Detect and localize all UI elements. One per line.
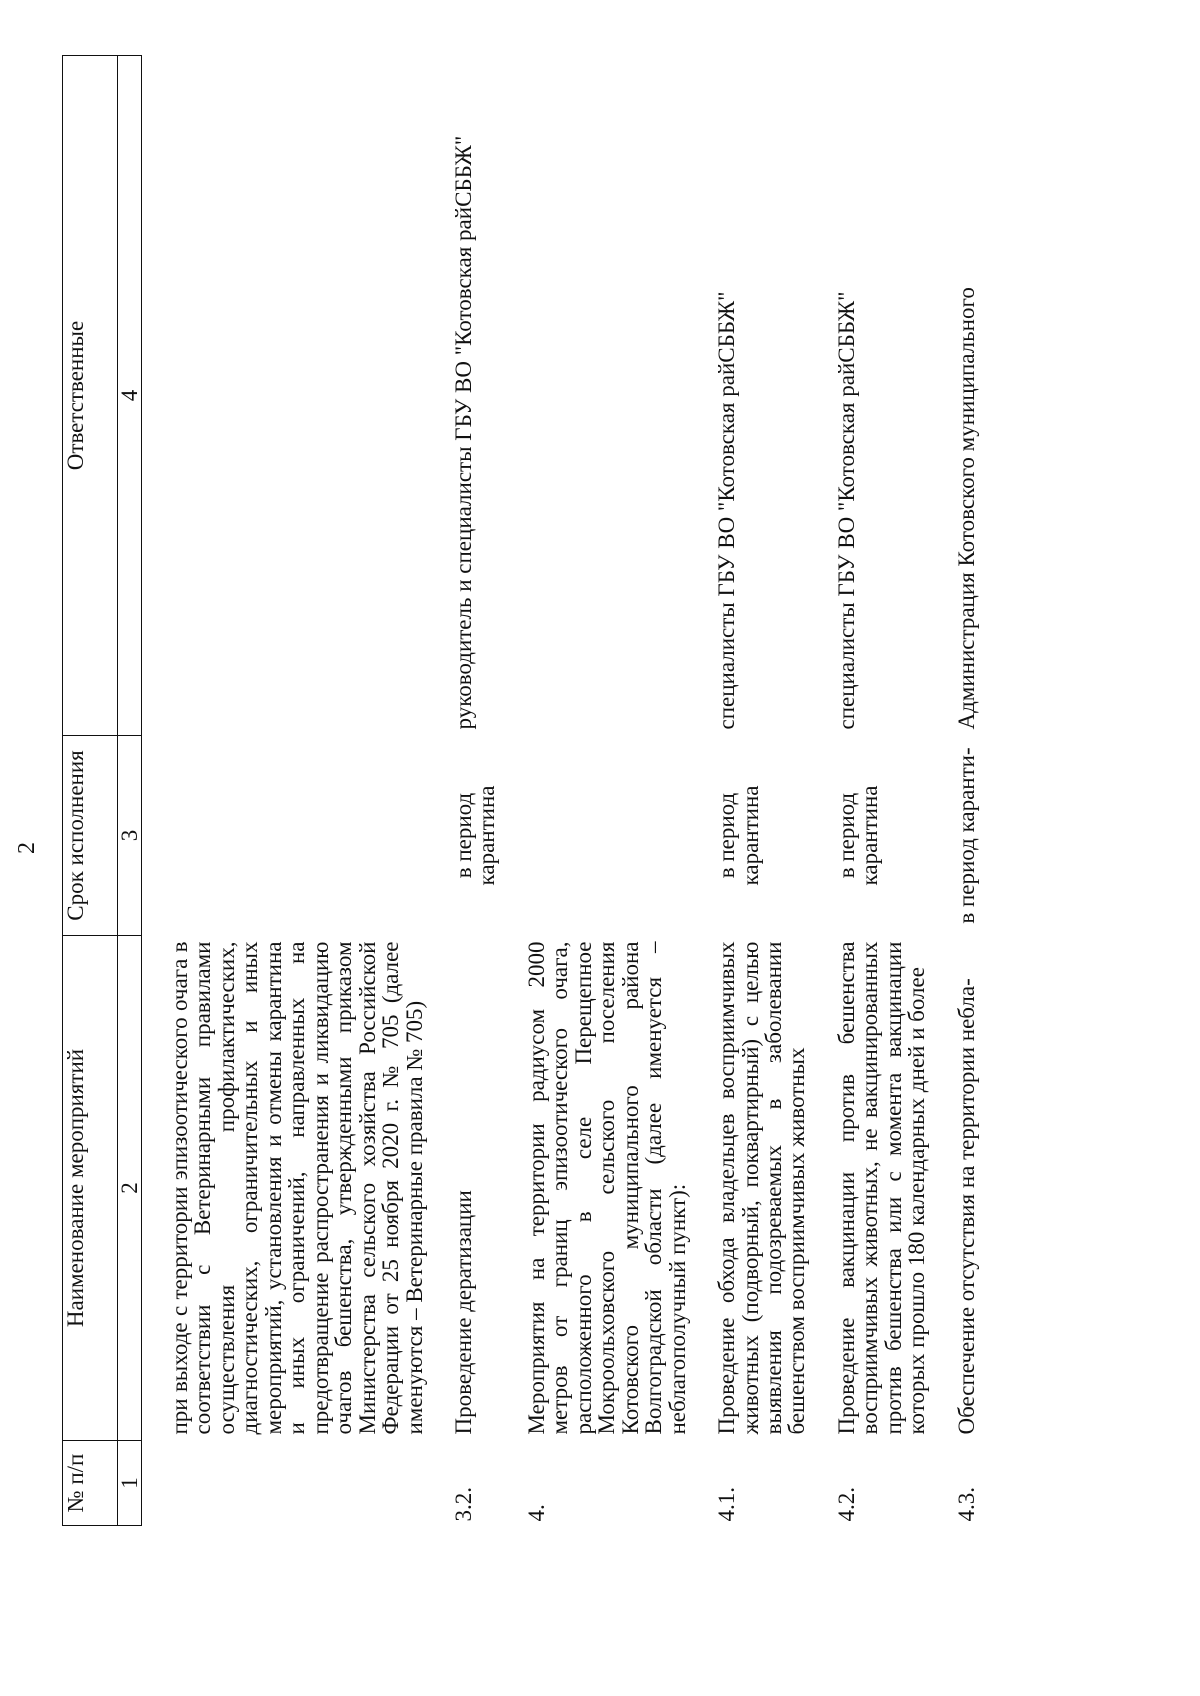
table-row (955, 56, 978, 1526)
column-number-3: 3 (118, 736, 142, 936)
column-number-1: 1 (118, 1441, 142, 1526)
row-measure: Проведение вакцинации против бешенства восприимчивых животных, не вакцинированных против бешенства или с момента вакцинации которых прошло 180 календарных дней и более (833, 941, 930, 1435)
column-number-4: 4 (118, 56, 142, 736)
header-term: Срок исполнения (63, 736, 118, 936)
row-measure: Проведение обхода владельцев восприимчивых животных (подворный, поквартирный) с целью выявления подозреваемых в заболевании бешенством восприимчивых животных (714, 941, 810, 1435)
row-term (142, 736, 452, 936)
table-row (142, 56, 452, 1526)
row-term: в период карантина (450, 785, 500, 886)
row-number: 4. (523, 1504, 549, 1522)
header-responsible: Ответственные (63, 56, 118, 736)
row-term: в период каранти- (953, 747, 979, 924)
row-responsible: специалисты ГБУ ВО "Котовская райСББЖ" (833, 291, 859, 730)
row-number: 4.3. (953, 1487, 979, 1522)
header-name: Наименование мероприятий (63, 936, 118, 1441)
row-responsible (525, 56, 715, 736)
table-row (452, 56, 525, 1526)
row-measure: Проведение дератизации (450, 1190, 476, 1435)
row-responsible: Администрация Котовского муниципального (953, 287, 979, 730)
row-term: в период карантина (714, 785, 763, 886)
column-numbers-row (118, 56, 142, 1526)
row-term: в период карантина (833, 785, 883, 886)
table-row (715, 56, 835, 1526)
row-number: 4.2. (833, 1487, 859, 1522)
table-row (835, 56, 955, 1526)
header-row (63, 56, 118, 1526)
measures-table (62, 55, 978, 1526)
row-responsible (142, 56, 452, 736)
row-term (525, 736, 715, 936)
header-number: № п/п (63, 1441, 118, 1526)
row-measure: при выходе с территории эпизоотического очага в соответствии с Ветеринарными правилами осуществления профилактических, диагностических, ограничительных и иных мероприятий, установления и отмены карантина и иных ограничений, направленных на предотвращение распространения и ликвидацию очагов бешенства, утвержденными приказом Министерства сельского хозяйства Российской Федерации от 25 ноября 2020 г. № 705 (далее именуются – Ветеринарные правила № 705) (167, 941, 427, 1435)
row-responsible: специалисты ГБУ ВО "Котовская райСББЖ" (714, 291, 740, 730)
row-number: 3.2. (450, 1487, 476, 1522)
page-number: 2 (14, 842, 40, 854)
row-responsible: руководитель и специалисты ГБУ ВО "Котовская райСББЖ" (450, 135, 476, 730)
row-measure: Обеспечение отсутствия на территории небла- (953, 978, 979, 1435)
row-number (142, 1441, 452, 1526)
column-number-2: 2 (118, 936, 142, 1441)
row-measure: Мероприятия на территории радиусом 2000 метров от границ эпизоотического очага, расположенного в селе Перещепное Мокроольховского сельского поселения Котовского муниципального района Волгоградской области (далее именуется – неблагополучный пункт): (523, 941, 690, 1435)
row-number: 4.1. (714, 1487, 740, 1522)
table-row (525, 56, 715, 1526)
